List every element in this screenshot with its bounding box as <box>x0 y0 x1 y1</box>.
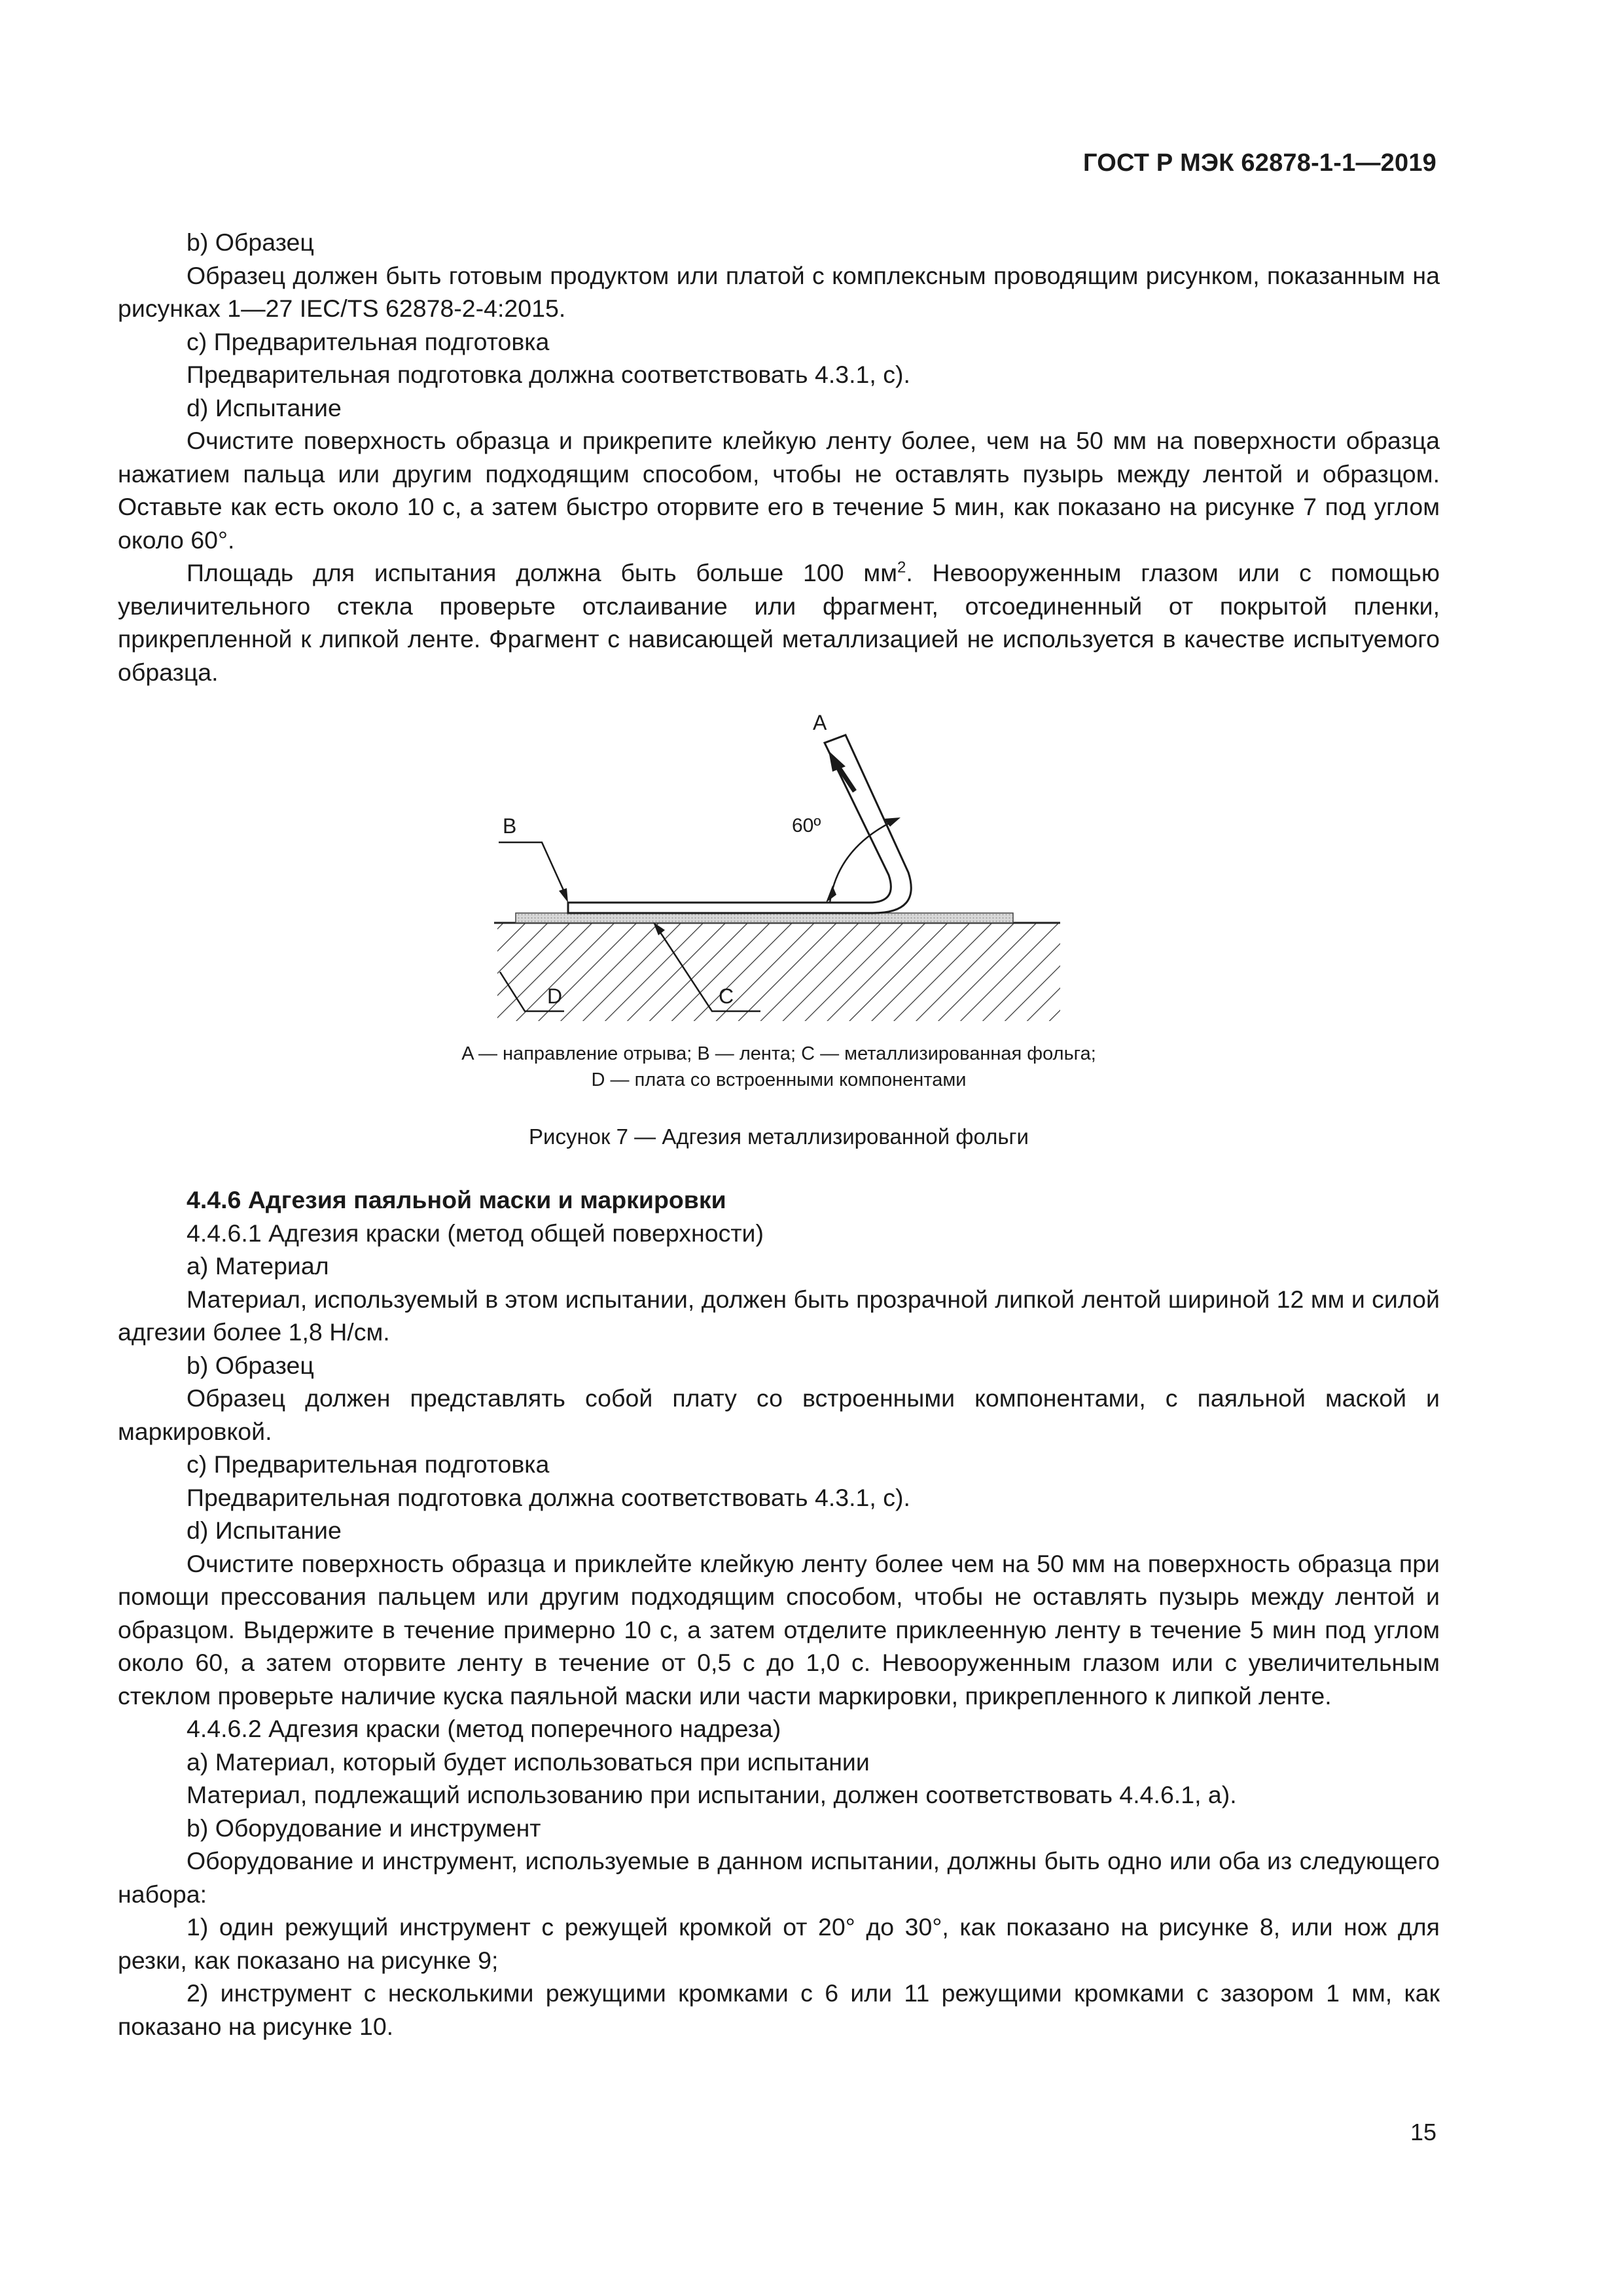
legend-line-2: D — плата со встроенными компонентами <box>591 1069 967 1090</box>
board-hatch <box>497 923 1060 1021</box>
document-id-header: ГОСТ Р МЭК 62878-1-1—2019 <box>1083 149 1436 177</box>
item-b2-text: Оборудование и инструмент, используемые в данном испытании, должны быть одно или оба из следующего набора: <box>118 1847 1440 1908</box>
legend-line-1: A — направление отрыва; B — лента; C — металлизированная фольга; <box>461 1043 1096 1064</box>
item-b-text: Образец должен представлять собой плату со встроенными компонентами, с паяльной маской и маркировкой. <box>118 1384 1440 1445</box>
item-c-text: Предварительная подготовка должна соответствовать 4.3.1, c). <box>187 1483 910 1511</box>
item-d-text: Очистите поверхность образца и прикрепите клейкую ленту более, чем на 50 мм на поверхности образца нажатием пальца или другим подходящим способом, чтобы не оставлять пузырь между лентой и образцом. Оставьте как есть около 10 с, а затем быстро оторвите его в течение 5 мин, как показано на рисунке 7 под углом около 60°. <box>118 427 1440 554</box>
label-a: A <box>813 711 827 734</box>
list-item-2: 2) инструмент с несколькими режущими кромками с 6 или 11 режущими кромками с зазором 1 мм, как показано на рисунке 10. <box>118 1979 1440 2040</box>
figure-7-caption: Рисунок 7 — Адгезия металлизированной фольги <box>529 1124 1029 1149</box>
area-text-after: . Невооруженным глазом или с помощью увеличительного стекла проверьте отслаивание или фрагмент, отсоединенный от покрытой пленки, прикрепленной к липкой ленте. Фрагмент с нависающей металлизацией не используется в качестве испытуемого образца. <box>118 559 1440 686</box>
figure-7-legend <box>118 1041 1440 1093</box>
section-heading: 4.4.6 Адгезия паяльной маски и маркировки <box>187 1186 726 1213</box>
section-4-4-6 <box>118 1183 1440 2043</box>
item-d-title: d) Испытание <box>187 393 342 422</box>
item-c-title: c) Предварительная подготовка <box>187 327 550 355</box>
item-d-text-2 <box>118 556 1440 689</box>
subsection-1-title: 4.4.6.1 Адгезия краски (метод общей поверхности) <box>187 1219 764 1247</box>
label-b: B <box>503 814 517 838</box>
item-a-text: Материал, используемый в этом испытании, должен быть прозрачной липкой лентой шириной 12 мм и силой адгезии более 1,8 Н/см. <box>118 1285 1440 1346</box>
item-a-title: a) Материал <box>187 1252 329 1280</box>
item-b2-title: b) Оборудование и инструмент <box>187 1814 541 1842</box>
item-d-text: Очистите поверхность образца и приклейте клейкую ленту более чем на 50 мм на поверхность образца при помощи прессования пальцем или другим подходящим способом, чтобы не оставлять пузырь между лентой и образцом. Выдержите в течение примерно 10 с, а затем отделите приклеенную ленту в течение 5 мин под углом около 60, а затем оторвите ленту в течение от 0,5 с до 1,0 с. Невооруженным глазом или с увеличительным стеклом проверьте наличие куска паяльной маски или части маркировки, прикрепленного к липкой ленте. <box>118 1549 1440 1710</box>
item-b-title: b) Образец <box>187 228 314 256</box>
angle-label: 60º <box>792 815 821 836</box>
section-top <box>118 226 1440 689</box>
tape <box>568 735 911 913</box>
item-a2-title: a) Материал, который будет использоваться при испытании <box>187 1748 870 1776</box>
leader-b-arrowhead <box>559 888 568 903</box>
angle-arrowhead-bottom <box>826 886 836 903</box>
metallized-foil <box>516 913 1013 923</box>
leader-b <box>499 842 567 897</box>
item-c-text: Предварительная подготовка должна соответствовать 4.3.1, c). <box>187 361 910 388</box>
item-b-title: b) Образец <box>187 1351 314 1379</box>
label-d: D <box>547 984 563 1008</box>
item-c-title: c) Предварительная подготовка <box>187 1450 550 1478</box>
area-superscript: 2 <box>897 558 906 577</box>
area-text-before: Площадь для испытания должна быть больше 100 мм <box>187 559 897 586</box>
list-item-1: 1) один режущий инструмент с режущей кромкой от 20° до 30°, как показано на рисунке 8, или нож для резки, как показано на рисунке 9; <box>118 1913 1440 1974</box>
item-b-text: Образец должен быть готовым продуктом или платой с комплексным проводящим рисунком, показанным на рисунках 1—27 IEC/TS 62878-2-4:2015. <box>118 261 1440 322</box>
page-number: 15 <box>1410 2119 1436 2145</box>
figure-7-diagram <box>484 697 1073 1037</box>
label-c: C <box>719 984 734 1008</box>
subsection-2-title: 4.4.6.2 Адгезия краски (метод поперечного надреза) <box>187 1715 781 1742</box>
item-a2-text: Материал, подлежащий использованию при испытании, должен соответствовать 4.4.6.1, a). <box>187 1781 1237 1808</box>
item-d-title: d) Испытание <box>187 1516 342 1544</box>
